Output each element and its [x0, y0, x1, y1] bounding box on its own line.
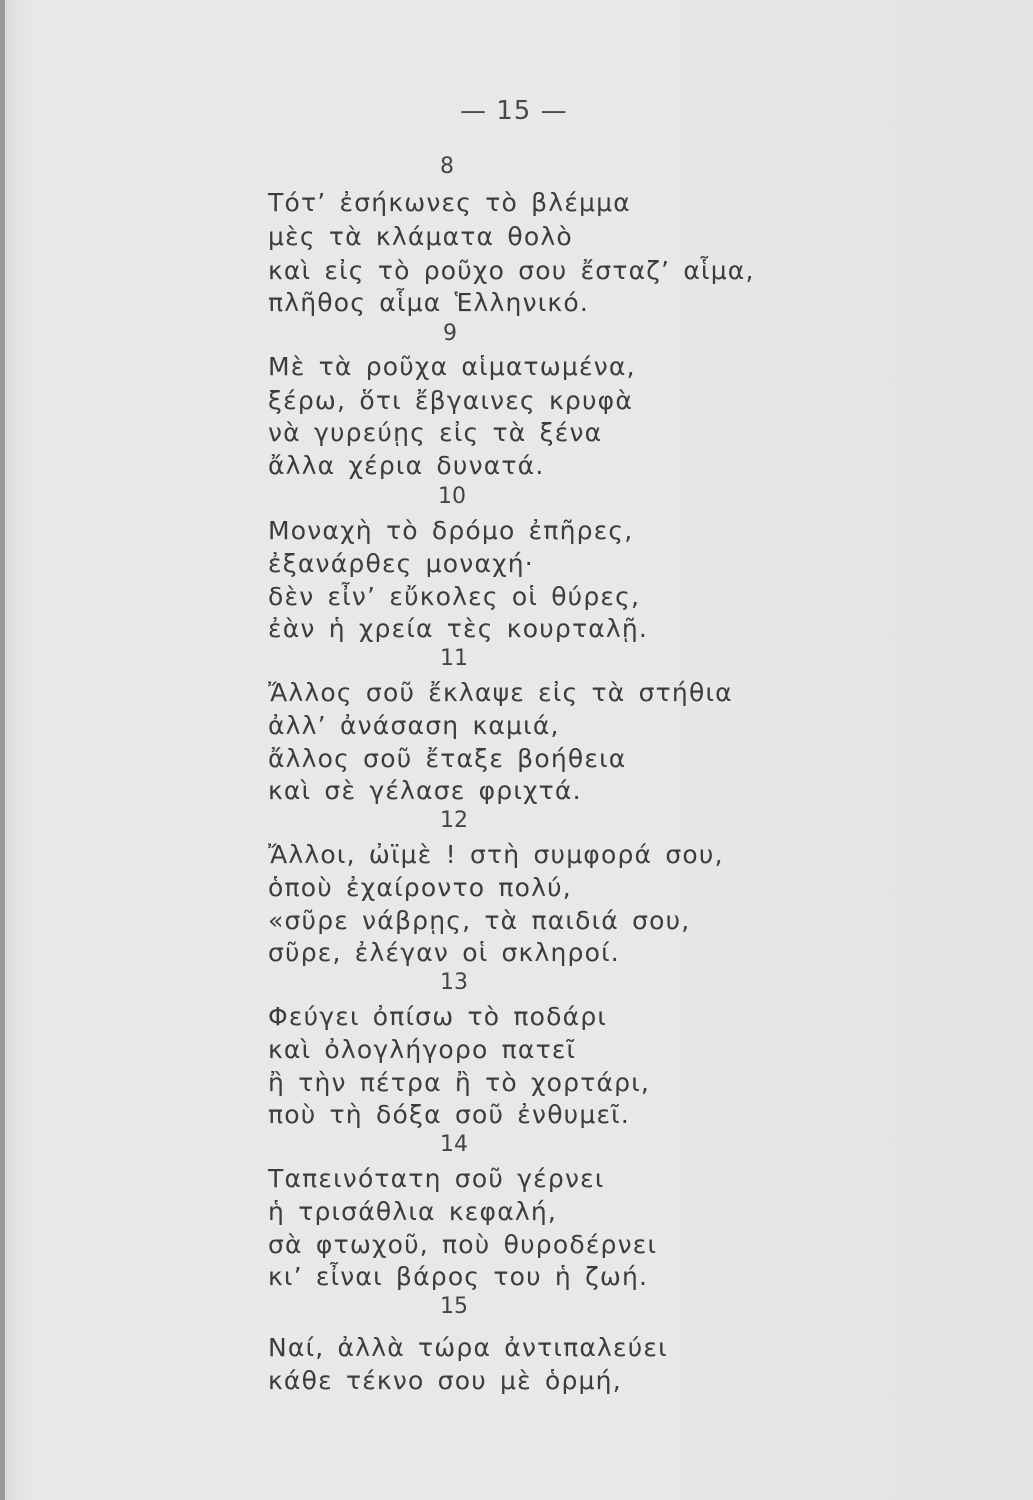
- verse-line: ἐὰν ἡ χρεία τὲς κουρταλῇ.: [268, 614, 649, 643]
- verse-line: ἐξανάρθες μοναχή·: [268, 549, 534, 578]
- verse-line: καὶ ὀλογλήγορο πατεῖ: [268, 1035, 577, 1064]
- verse-line: σὰ φτωχοῦ, ποὺ θυροδέρνει: [268, 1230, 658, 1259]
- page-number: — 15 —: [460, 96, 568, 126]
- verse-line: Ἄλλος σοῦ ἔκλαψε εἰς τὰ στήθια: [268, 678, 733, 707]
- verse-line: Φεύγει ὀπίσω τὸ ποδάρι: [268, 1002, 608, 1031]
- verse-line: σῦρε, ἐλέγαν οἱ σκληροί.: [268, 938, 620, 967]
- verse-line: Ναί, ἀλλὰ τώρα ἀντιπαλεύει: [268, 1333, 668, 1362]
- verse-line: ξέρω, ὅτι ἔβγαινες κρυφὰ: [268, 386, 634, 415]
- verse-line: ὁποὺ ἐχαίροντο πολύ,: [268, 873, 572, 902]
- verse-line: πλῆθος αἷμα Ἑλληνικό.: [268, 288, 589, 317]
- verse-line: καὶ εἰς τὸ ροῦχο σου ἔσταζ’ αἷμα,: [268, 256, 755, 285]
- stanza-number: 9: [443, 321, 457, 346]
- stanza-number: 12: [440, 808, 468, 833]
- verse-line: Τότ’ ἐσήκωνες τὸ βλέμμα: [268, 188, 631, 217]
- verse-line: ἢ τὴν πέτρα ἢ τὸ χορτάρι,: [268, 1068, 651, 1097]
- verse-line: ἡ τρισάθλια κεφαλή,: [268, 1197, 558, 1226]
- stanza-number: 8: [440, 154, 454, 179]
- verse-line: Ἄλλοι, ὠϊμὲ ! στὴ συμφορά σου,: [268, 840, 724, 869]
- verse-line: ἄλλος σοῦ ἔταξε βοήθεια: [268, 744, 627, 773]
- verse-line: Μοναχὴ τὸ δρόμο ἐπῆρες,: [268, 516, 634, 545]
- verse-line: Μὲ τὰ ροῦχα αἱματωμένα,: [268, 352, 636, 381]
- verse-line: μὲς τὰ κλάματα θολὸ: [268, 222, 573, 251]
- stanza-number: 13: [440, 970, 468, 995]
- verse-line: ἀλλ’ ἀνάσαση καμιά,: [268, 711, 560, 740]
- verse-line: «σῦρε νάβρῃς, τὰ παιδιά σου,: [268, 906, 691, 935]
- verse-line: ἄλλα χέρια δυνατά.: [268, 451, 545, 480]
- page-edge: [0, 0, 5, 1500]
- stanza-number: 15: [440, 1294, 468, 1319]
- stanza-number: 10: [438, 484, 466, 509]
- verse-line: καὶ σὲ γέλασε φριχτά.: [268, 776, 582, 805]
- verse-line: κι’ εἶναι βάρος του ἡ ζωή.: [268, 1262, 649, 1291]
- verse-line: νὰ γυρεύῃς εἰς τὰ ξένα: [268, 418, 603, 447]
- stanza-number: 11: [440, 646, 468, 671]
- verse-line: κάθε τέκνο σου μὲ ὁρμή,: [268, 1366, 622, 1395]
- stanza-number: 14: [440, 1132, 468, 1157]
- verse-line: Ταπεινότατη σοῦ γέρνει: [268, 1164, 605, 1193]
- verse-line: ποὺ τὴ δόξα σοῦ ἐνθυμεῖ.: [268, 1100, 630, 1129]
- verse-line: δὲν εἶν’ εὔκολες οἱ θύρες,: [268, 582, 641, 611]
